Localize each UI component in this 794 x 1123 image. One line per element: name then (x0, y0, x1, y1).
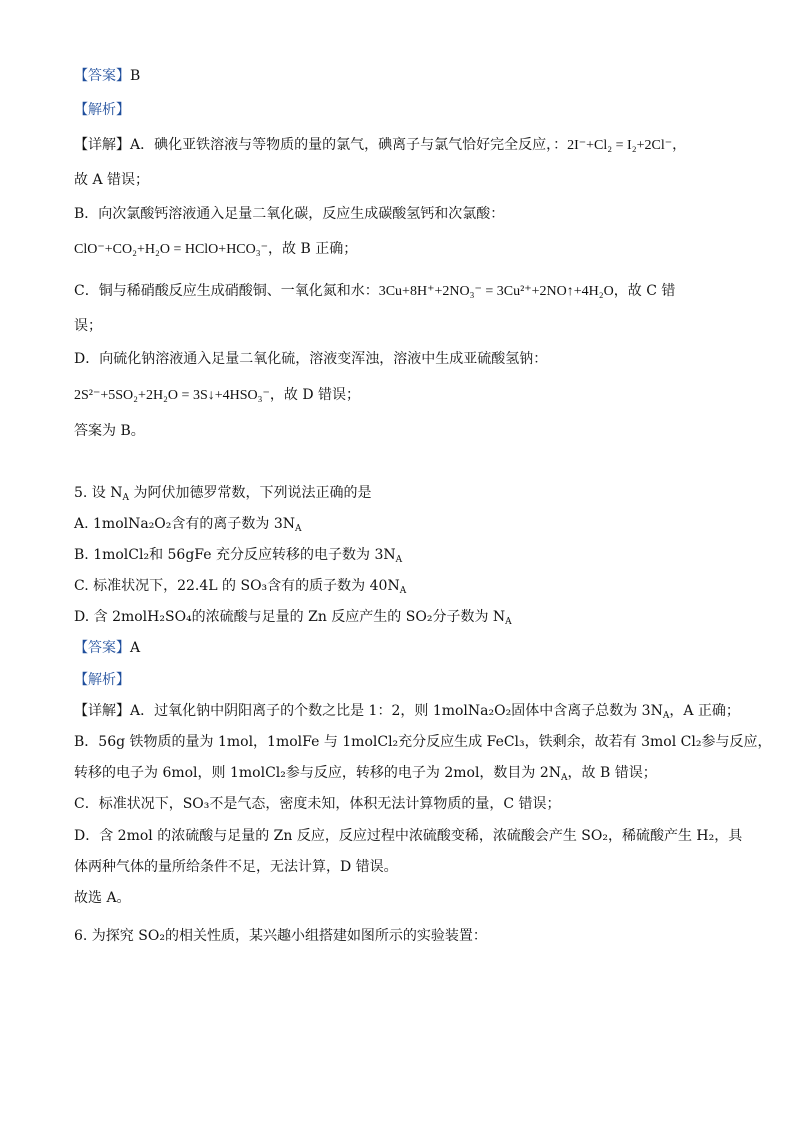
q4-c-equation: 3Cu+8H⁺+2NO₃⁻ = 3Cu²⁺+2NO↑+4H₂O (378, 284, 614, 299)
analysis-label: 【解析】 (74, 672, 130, 688)
q4-analysis-label (74, 100, 734, 120)
q5-option-d: D. 含 2molH₂SO₄的浓硫酸与足量的 Zn 反应产生的 SO₂分子数为 $N_A$ (74, 609, 512, 627)
q4-a-conclusion: 故 A 错误； (74, 172, 150, 188)
q5-option-c: C. 标准状况下，22.4L 的 SO₃含有的质子数为 $40N_A$ (74, 578, 407, 596)
q5-final-answer: 故选 A。 (74, 890, 131, 906)
q5-explanation-b-2: 转移的电子为 6mol，则 1molCl₂参与反应，转移的电子为 2mol，数目为 $2N_A$，故 B 错误； (74, 765, 657, 783)
q4-final-answer: 答案为 B。 (74, 423, 145, 439)
q5-exp-a-text: A．过氧化钠中阴阳离子的个数之比是 1：2，则 1molNa₂O₂固体中含离子总数为 $3N_A$，A 正确； (130, 703, 740, 721)
answer-label: 【答案】 (74, 640, 130, 656)
q4-d-conclusion: ，故 D 错误； (269, 387, 361, 403)
q5-analysis-label (74, 670, 734, 690)
q5-stem: 5. 设 $N_A$ 为阿伏加德罗常数，下列说法正确的是 (74, 485, 372, 503)
q4-option-c-line (74, 281, 734, 302)
q6-stem: 6. 为探究 SO₂的相关性质，某兴趣小组搭建如图所示的实验装置： (74, 928, 487, 944)
answer-label: 【答案】 (74, 68, 130, 84)
q4-option-d-text: D．向硫化钠溶液通入足量二氧化硫，溶液变浑浊，溶液中生成亚硫酸氢钠： (74, 351, 548, 367)
q4-a-text: A．碘化亚铁溶液与等物质的量的氯气，碘离子与氯气恰好完全反应，： (130, 137, 568, 153)
q5-explanation-c: C．标准状况下，SO₃不是气态，密度未知，体积无法计算物质的量，C 错误； (74, 796, 561, 812)
q4-d-equation: 2S²⁻+5SO₂+2H₂O = 3S↓+4HSO₃⁻ (74, 388, 270, 403)
q4-b-conclusion: ，故 B 正确； (268, 241, 358, 257)
q4-c-conclusion-cont: 误； (74, 318, 102, 334)
q5-explanation-a (74, 701, 740, 721)
q4-option-a-explanation (74, 135, 734, 156)
answer-value: B (130, 68, 141, 84)
q4-option-b-text: B．向次氯酸钙溶液通入足量二氧化碳，反应生成碳酸氢钙和次氯酸： (74, 206, 505, 222)
q4-b-equation: ClO⁻+CO₂+H₂O = HClO+HCO₃⁻ (74, 242, 269, 257)
q4-option-b-equation-line (74, 239, 734, 260)
detail-label: 【详解】 (74, 703, 130, 719)
q5-explanation-b-1: B．56g 铁物质的量为 1mol，1molFe 与 1molCl₂充分反应生成 FeCl₃，铁剩余，故若有 3mol Cl₂参与反应， (74, 734, 772, 750)
q4-answer (74, 66, 734, 86)
q5-option-a: A. 1molNa₂O₂含有的离子数为 $3N_A$ (74, 516, 302, 534)
q5-option-b: B. 1molCl₂和 56gFe 充分反应转移的电子数为 $3N_A$ (74, 547, 403, 565)
answer-value: A (130, 640, 141, 656)
q4-c-text: C．铜与稀硝酸反应生成硝酸铜、一氧化氮和水： (74, 283, 379, 299)
q5-explanation-d-1: D．含 2mol 的浓硫酸与足量的 Zn 反应，反应过程中浓硫酸变稀，浓硫酸会产生 SO₂，稀硫酸产生 H₂，具 (74, 828, 743, 844)
analysis-label: 【解析】 (74, 102, 130, 118)
q4-c-conclusion: ，故 C 错 (613, 283, 676, 299)
q4-option-d-equation-line (74, 385, 734, 406)
detail-label: 【详解】 (74, 137, 130, 153)
q5-explanation-d-2: 体两种气体的量所给条件不足，无法计算，D 错误。 (74, 859, 398, 875)
q4-a-equation: 2I⁻+Cl₂ = I₂+2Cl⁻， (567, 138, 687, 153)
q5-answer (74, 638, 734, 658)
